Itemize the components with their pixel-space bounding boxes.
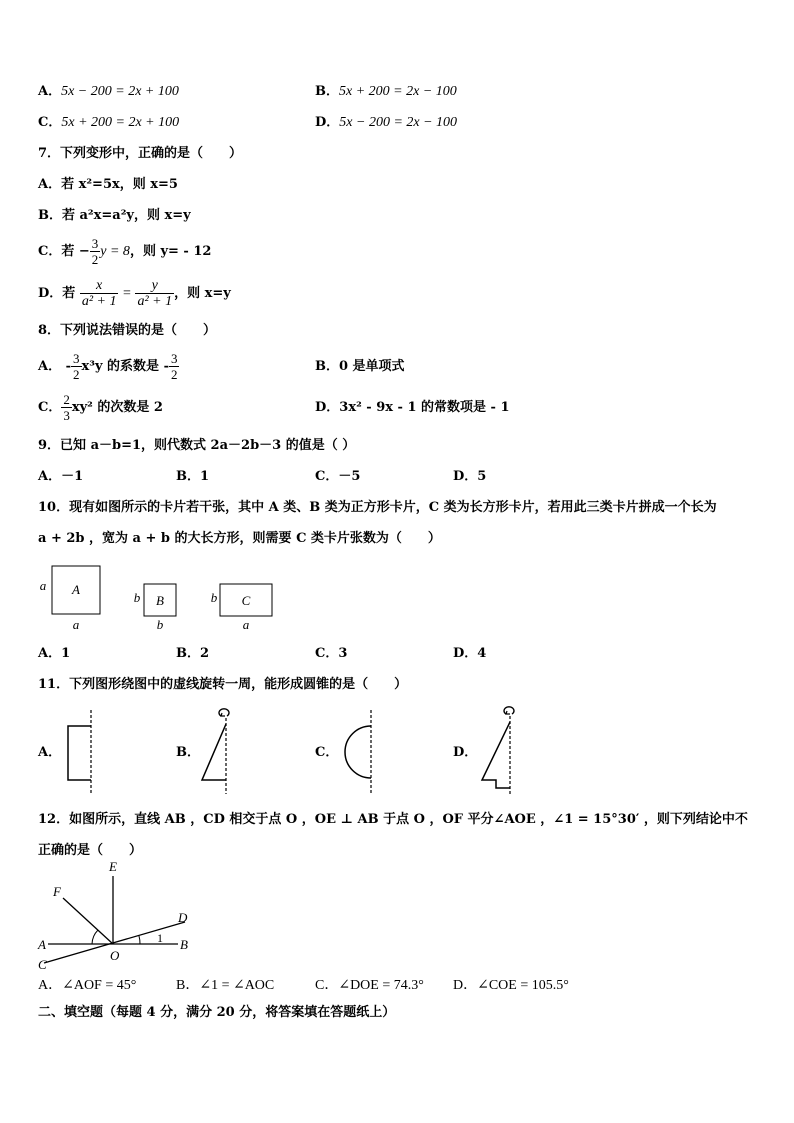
- q8-option-b: B．0 是单项式: [315, 359, 405, 374]
- q11-d-arrow-head: [506, 711, 510, 714]
- q12-stem-line2: 正确的是（ ）: [38, 843, 143, 858]
- q6-option-d-label: D．: [315, 115, 340, 130]
- q8-a-den: 2: [73, 367, 80, 382]
- q12-option-b-text: B．∠1 = ∠AOC: [176, 978, 275, 993]
- q7-d-prefix: D．若: [38, 286, 76, 301]
- q8-a-prefix: A． -: [38, 359, 72, 374]
- q11-figure-b: [196, 708, 240, 798]
- q12-stem-line1: 12．如图所示，直线 AB ，CD 相交于点 O ，OE ⊥ AB 于点 O ，OF 平分∠AOE ，∠1 = 15°30′ ，则下列结论中不: [38, 812, 748, 827]
- q10-stem-line1: 10．现有如图所示的卡片若干张，其中 A 类、B 类为正方形卡片，C 类为长方形卡片，若用此三类卡片拼成一个长为: [38, 500, 717, 515]
- label-d: D: [178, 910, 188, 925]
- q11-option-d-label: D．: [453, 745, 478, 760]
- q6-option-a: [38, 83, 179, 101]
- q9-option-a: A．－1: [38, 469, 84, 484]
- q8-c-fraction: [61, 392, 72, 423]
- q6-option-b-expr: 5x + 200 = 2x − 100: [339, 84, 457, 99]
- q11-a-rectangle: [68, 726, 91, 780]
- q11-b-rotate-arrow: [219, 709, 229, 716]
- q6-option-b-label: B．: [315, 84, 339, 99]
- q7-d-den2: a² + 1: [137, 294, 173, 309]
- q7-c-mid: y = 8: [100, 244, 130, 259]
- q10-cards-figure: [30, 560, 300, 636]
- q6-option-d-expr: 5x − 200 = 2x − 100: [339, 115, 458, 130]
- label-f: F: [53, 884, 61, 899]
- card-b-side-label: b: [133, 590, 141, 605]
- q6-option-c-expr: 5x + 200 = 2x + 100: [61, 115, 180, 130]
- q11-b-arrow-head: [221, 713, 225, 716]
- q8-option-a: [38, 350, 179, 384]
- q7-d-eq: =: [123, 286, 131, 301]
- q12-option-c-text: C．∠DOE = 74.3°: [315, 978, 424, 993]
- q7-c-post: ，则 y= - 12: [129, 244, 212, 259]
- q11-stem: 11．下列图形绕图中的虚线旋转一周，能形成圆锥的是（ ）: [38, 677, 408, 692]
- q9-stem: 9．已知 a－b=1，则代数式 2a－2b－3 的值是（ ）: [38, 438, 356, 453]
- q11-b-triangle: [202, 724, 226, 780]
- q10-option-c: C．3: [315, 646, 348, 661]
- card-c-bottom-label: a: [242, 617, 250, 632]
- q10-option-d: D．4: [453, 646, 487, 661]
- card-a-bottom-label: a: [72, 617, 80, 632]
- q12-option-b: [176, 977, 274, 995]
- q7-d-num1: x: [80, 278, 119, 294]
- q7-d-fraction-1: [80, 278, 119, 309]
- q6-option-a-expr: 5x − 200 = 2x + 100: [61, 84, 179, 99]
- label-angle-1: 1: [157, 931, 163, 945]
- label-c: C: [38, 957, 47, 972]
- q8-stem: 8．下列说法错误的是（ ）: [38, 323, 217, 338]
- q7-option-b: B．若 a²x=a²y，则 x=y: [38, 208, 191, 223]
- q8-a-den2: 2: [170, 367, 178, 382]
- q6-option-d: [315, 114, 457, 132]
- q9-option-b: B．1: [176, 469, 210, 484]
- angle-arc-aof: [92, 930, 98, 944]
- q12-option-a: [38, 977, 136, 995]
- q11-figure-a: [60, 708, 100, 798]
- q8-a-num: 3: [73, 351, 80, 366]
- q12-angle-figure: [30, 862, 200, 974]
- q11-option-c-label: C．: [315, 745, 339, 760]
- card-b-bottom-label: b: [156, 617, 164, 632]
- q6-option-c: [38, 114, 179, 132]
- q8-a-mid: x³y 的系数是 -: [81, 359, 169, 374]
- q11-figure-d: [476, 704, 522, 800]
- q6-option-b: [315, 83, 457, 101]
- label-o: O: [110, 948, 120, 963]
- q8-option-d: D．3x² - 9x - 1 的常数项是 - 1: [315, 400, 510, 415]
- q12-option-a-text: A．∠AOF = 45°: [38, 978, 137, 993]
- q11-figure-c: [335, 708, 381, 798]
- q7-c-prefix: C．若 −: [38, 244, 90, 259]
- q7-c-den: 2: [91, 252, 99, 267]
- q7-option-a: A．若 x²=5x，则 x=5: [38, 177, 178, 192]
- q10-option-b: B．2: [176, 646, 210, 661]
- q11-option-b-label: B．: [176, 745, 200, 760]
- ray-of: [63, 898, 113, 944]
- q12-option-c: [315, 977, 424, 995]
- q11-d-shape: [482, 722, 510, 788]
- q8-c-den: 3: [63, 408, 70, 423]
- q7-c-fraction: [90, 236, 101, 267]
- q12-option-d: [453, 977, 569, 995]
- q7-option-d: [38, 277, 231, 311]
- q9-option-d: D．5: [453, 469, 487, 484]
- card-b-label: B: [156, 593, 164, 608]
- card-a-side-label: a: [39, 578, 47, 593]
- q7-stem: 7．下列变形中，正确的是（ ）: [38, 146, 243, 161]
- q8-a-fraction-2: [169, 351, 180, 382]
- q6-option-a-label: A．: [38, 84, 62, 99]
- q7-option-c: [38, 235, 211, 269]
- card-c-side-label: b: [210, 590, 218, 605]
- q9-option-c: C．－5: [315, 469, 361, 484]
- q12-option-d-text: D．∠COE = 105.5°: [453, 978, 569, 993]
- label-e: E: [109, 862, 117, 874]
- card-a-label: A: [72, 582, 80, 597]
- label-a: A: [38, 937, 46, 952]
- q7-d-num2: y: [135, 278, 174, 294]
- q8-c-prefix: C．: [38, 400, 62, 415]
- angle-arc-1: [139, 936, 140, 944]
- card-c-label: C: [241, 593, 251, 608]
- q7-d-fraction-2: [135, 278, 174, 309]
- q11-d-rotate-arrow: [504, 707, 514, 714]
- section-2-heading: 二、填空题（每题 4 分，满分 20 分，将答案填在答题纸上）: [38, 1005, 396, 1020]
- q11-c-semicircle: [345, 726, 371, 778]
- q8-c-num: 2: [63, 392, 70, 407]
- q7-d-den1: a² + 1: [81, 294, 117, 309]
- q8-a-fraction: [71, 351, 82, 382]
- label-b: B: [180, 937, 188, 952]
- q11-option-a-label: A．: [38, 745, 62, 760]
- q7-d-post: ，则 x=y: [174, 286, 231, 301]
- q10-option-a: A．1: [38, 646, 71, 661]
- q8-option-c: [38, 391, 163, 425]
- q6-option-c-label: C．: [38, 115, 62, 130]
- q10-stem-line2: a + 2b ，宽为 a + b 的大长方形，则需要 C 类卡片张数为（ ）: [38, 531, 441, 546]
- q7-c-num: 3: [91, 236, 99, 251]
- q8-c-post: xy² 的次数是 2: [71, 400, 163, 415]
- q8-a-num2: 3: [170, 351, 178, 366]
